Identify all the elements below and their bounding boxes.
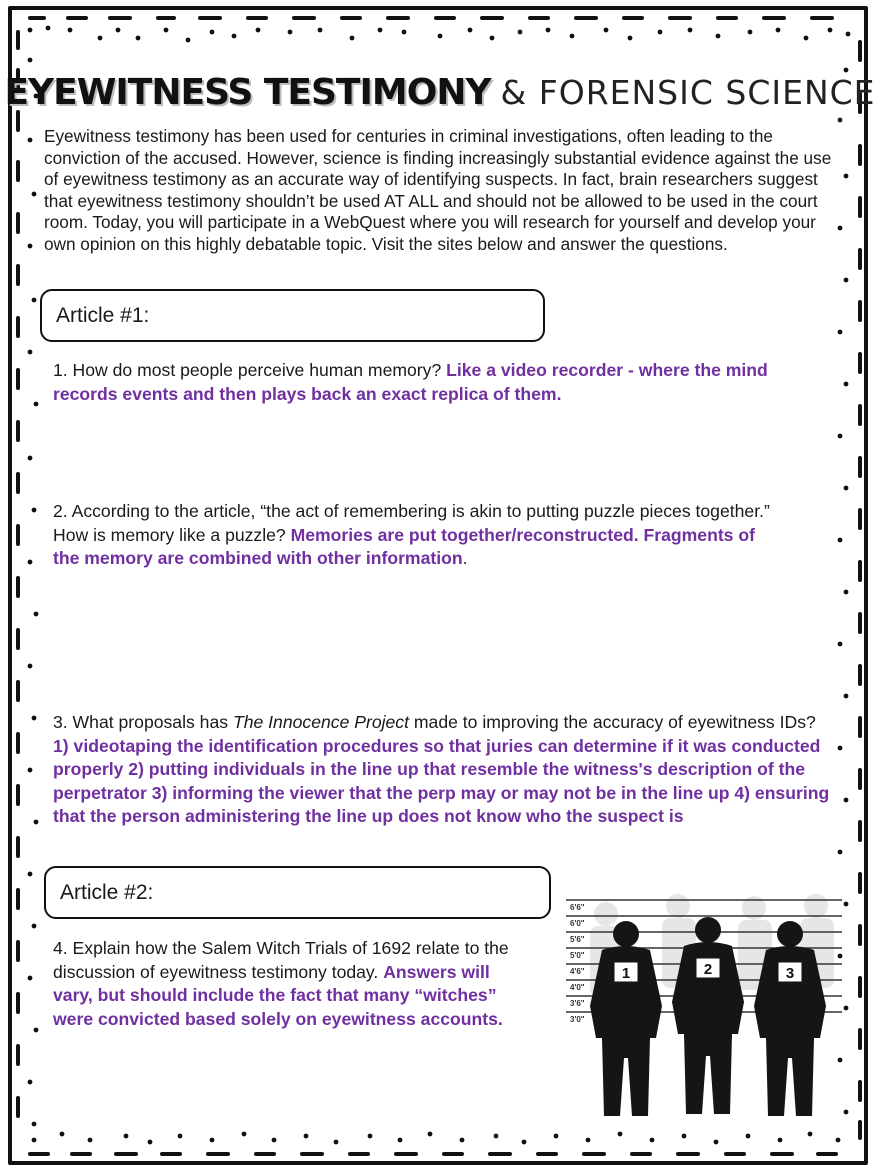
placard-number-2: 2 [703,961,713,978]
height-label: 3'6" [570,999,585,1008]
article-2-label: Article #2: [60,880,154,904]
question-3-text-post: made to improving the accuracy of eyewitness IDs? [409,712,816,732]
question-2-answer: Memories are put together/reconstructed. Fragments of the memory are combined with other information [53,524,755,568]
height-label: 4'0" [570,983,585,992]
question-3-italic-title: The Innocence Project [232,712,409,732]
question-2-text: 2. According to the article, “the act of remembering is akin to putting puzzle pieces together.” How is memory like a puzzle? [53,501,770,545]
placard-number-1: 1 [621,965,631,982]
height-label: 5'6" [570,935,585,944]
question-3-answer: 1) videotaping the identification procedures so that juries can determine if it was conducted properly 2) putting individuals in the line up that resemble the witness's description of the perpetrator 3) informing the viewer that the perp may or may not be in the line up 4) ensuring that the person administering the line up does not know who the suspect is [53,735,830,826]
suspect-silhouettes [590,917,826,1116]
question-1 [53,359,828,406]
question-1-text: 1. How do most people perceive human memory? [53,360,447,380]
question-3 [53,711,833,829]
height-label: 6'0" [570,919,585,928]
question-4-answer: Answers will vary, but should include the fact that many “witches” were convicted based solely on eyewitness accounts. [53,961,503,1029]
question-1-answer: Like a video recorder - where the mind records events and then plays back an exact replica of them. [53,360,768,404]
article-1-label: Article #1: [56,303,150,327]
height-label: 3'0" [570,1015,585,1024]
intro-paragraph: Eyewitness testimony has been used for centuries in criminal investigations, often leading to the conviction of the accused. However, science is finding increasingly substantial evidence against the use of eyewitness testimony as an accurate way of identifying suspects. In fact, brain researchers suggest that eyewitness testimony shouldn’t be used AT ALL and should not be allowed to be used in the court room. Today, you will participate in a WebQuest where you will research for yourself and develop your own opinion on this highly debatable topic. Visit the sites below and answer the questions. [44,126,832,254]
height-label: 4'6" [570,967,585,976]
question-4 [53,937,531,1031]
article-2-heading [44,866,551,919]
placard-number-3: 3 [785,965,795,982]
question-2-suffix: . [462,548,468,568]
police-lineup-illustration [566,888,842,1120]
height-label: 5'0" [570,951,585,960]
title-main: EYEWITNESS TESTIMONY [4,72,491,113]
question-2 [53,500,781,571]
title-sub: & FORENSIC SCIENCE [500,73,876,112]
article-1-heading [40,289,545,342]
question-3-text-pre: 3. What proposals has [53,712,233,732]
height-label: 6'6" [570,903,585,912]
page-title [0,72,880,113]
question-4-text: 4. Explain how the Salem Witch Trials of 1692 relate to the discussion of eyewitness testimony today. [53,938,509,982]
